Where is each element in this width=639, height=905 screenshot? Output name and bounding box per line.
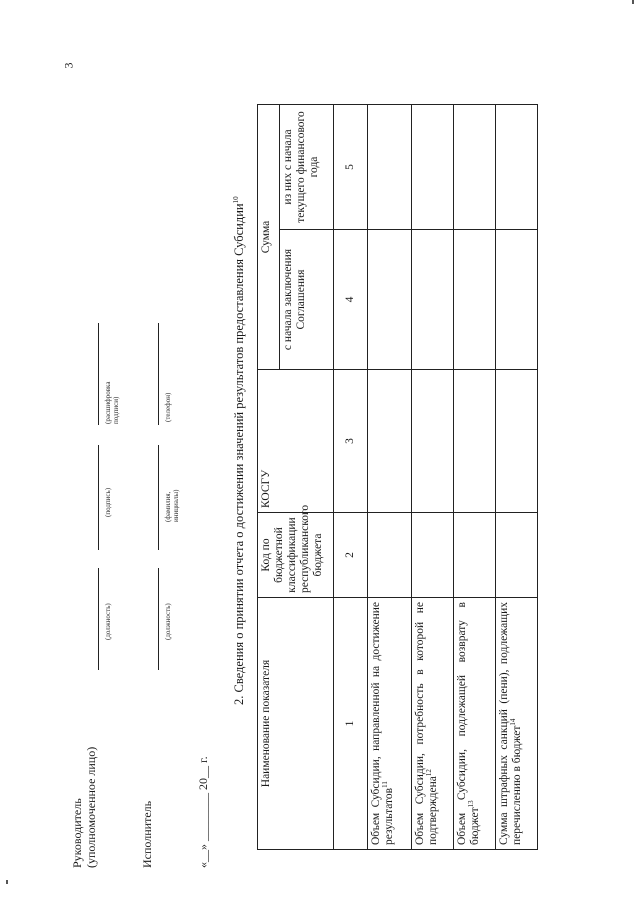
table-row [412,104,454,849]
head-subtitle: (уполномоченное лицо) [84,746,98,868]
column-number: 4 [334,230,368,370]
head-title: Руководитель [70,798,84,868]
header-name: Наименование показателя [258,598,334,850]
page-number: 3 [61,62,76,69]
executor-title: Исполнитель [140,800,154,868]
executor-position-caption: (должность) [164,603,172,640]
table-row [454,104,496,849]
table-cell [496,104,538,229]
table-cell [496,513,538,598]
head-position-line [98,568,99,670]
row-label: Объем Субсидии, направленной на достижение результатов$^{11}$ [368,598,412,850]
section-heading-text: 2. Сведения о принятии отчета о достижении значений результатов предоставления Субсидии [232,203,246,705]
executor-position-line [158,568,159,670]
column-number: 5 [334,104,368,229]
table-cell [368,230,412,370]
executor-name-caption: (фамилия, инициалы) [164,489,180,522]
column-number: 2 [334,513,368,598]
header-kosgu: КОСГУ [258,370,334,513]
column-number: 3 [334,370,368,513]
row-footnote-ref: 14 [509,718,518,726]
table-cell [454,513,496,598]
head-position-caption: (должность) [104,603,112,640]
row-label: Объем Субсидии, потребность в которой не подтверждена$^{12}$ [412,598,454,850]
header-sum-since-agreement: с начала заключения Соглашения [280,230,334,370]
header-code: Код по бюджетной классификации республиканского бюджета [258,513,334,598]
head-signature-caption: (подпись) [104,487,112,517]
header-sum: Сумма [258,104,280,369]
table-cell [496,370,538,513]
section-heading [232,196,246,705]
date-line: «__» ________ 20__ г. [196,756,210,868]
table-cell [412,513,454,598]
row-footnote-ref: 13 [467,800,476,808]
head-signature-line [98,445,99,550]
table-cell [454,370,496,513]
table-cell [412,370,454,513]
table-cell [368,104,412,229]
executor-phone-caption: (телефон) [164,392,172,422]
table-cell [368,370,412,513]
header-row [258,104,280,849]
row-label: Сумма штрафных санкций (пени), подлежащих перечислению в бюджет$^{14}$ [496,598,538,850]
table-cell [412,104,454,229]
table-cell [368,513,412,598]
head-decoding-line [98,323,99,425]
head-decoding-caption: (расшифровка подписи) [104,381,120,424]
header-sum-current-year: из них с начала текущего финансового года [280,104,334,229]
table-row [496,104,538,849]
row-label: Объем Субсидии, подлежащей возврату в бюджет$^{13}$ [454,598,496,850]
row-footnote-ref: 12 [425,769,434,777]
executor-phone-line [158,323,159,425]
report-table [257,104,538,850]
column-number: 1 [334,598,368,850]
column-number-row [334,104,368,849]
table-cell [454,230,496,370]
section-heading-ref: 10 [231,196,240,204]
executor-name-line [158,445,159,550]
table-row [368,104,412,849]
row-footnote-ref: 11 [381,781,390,788]
table-cell [454,104,496,229]
table-cell [496,230,538,370]
table-cell [412,230,454,370]
